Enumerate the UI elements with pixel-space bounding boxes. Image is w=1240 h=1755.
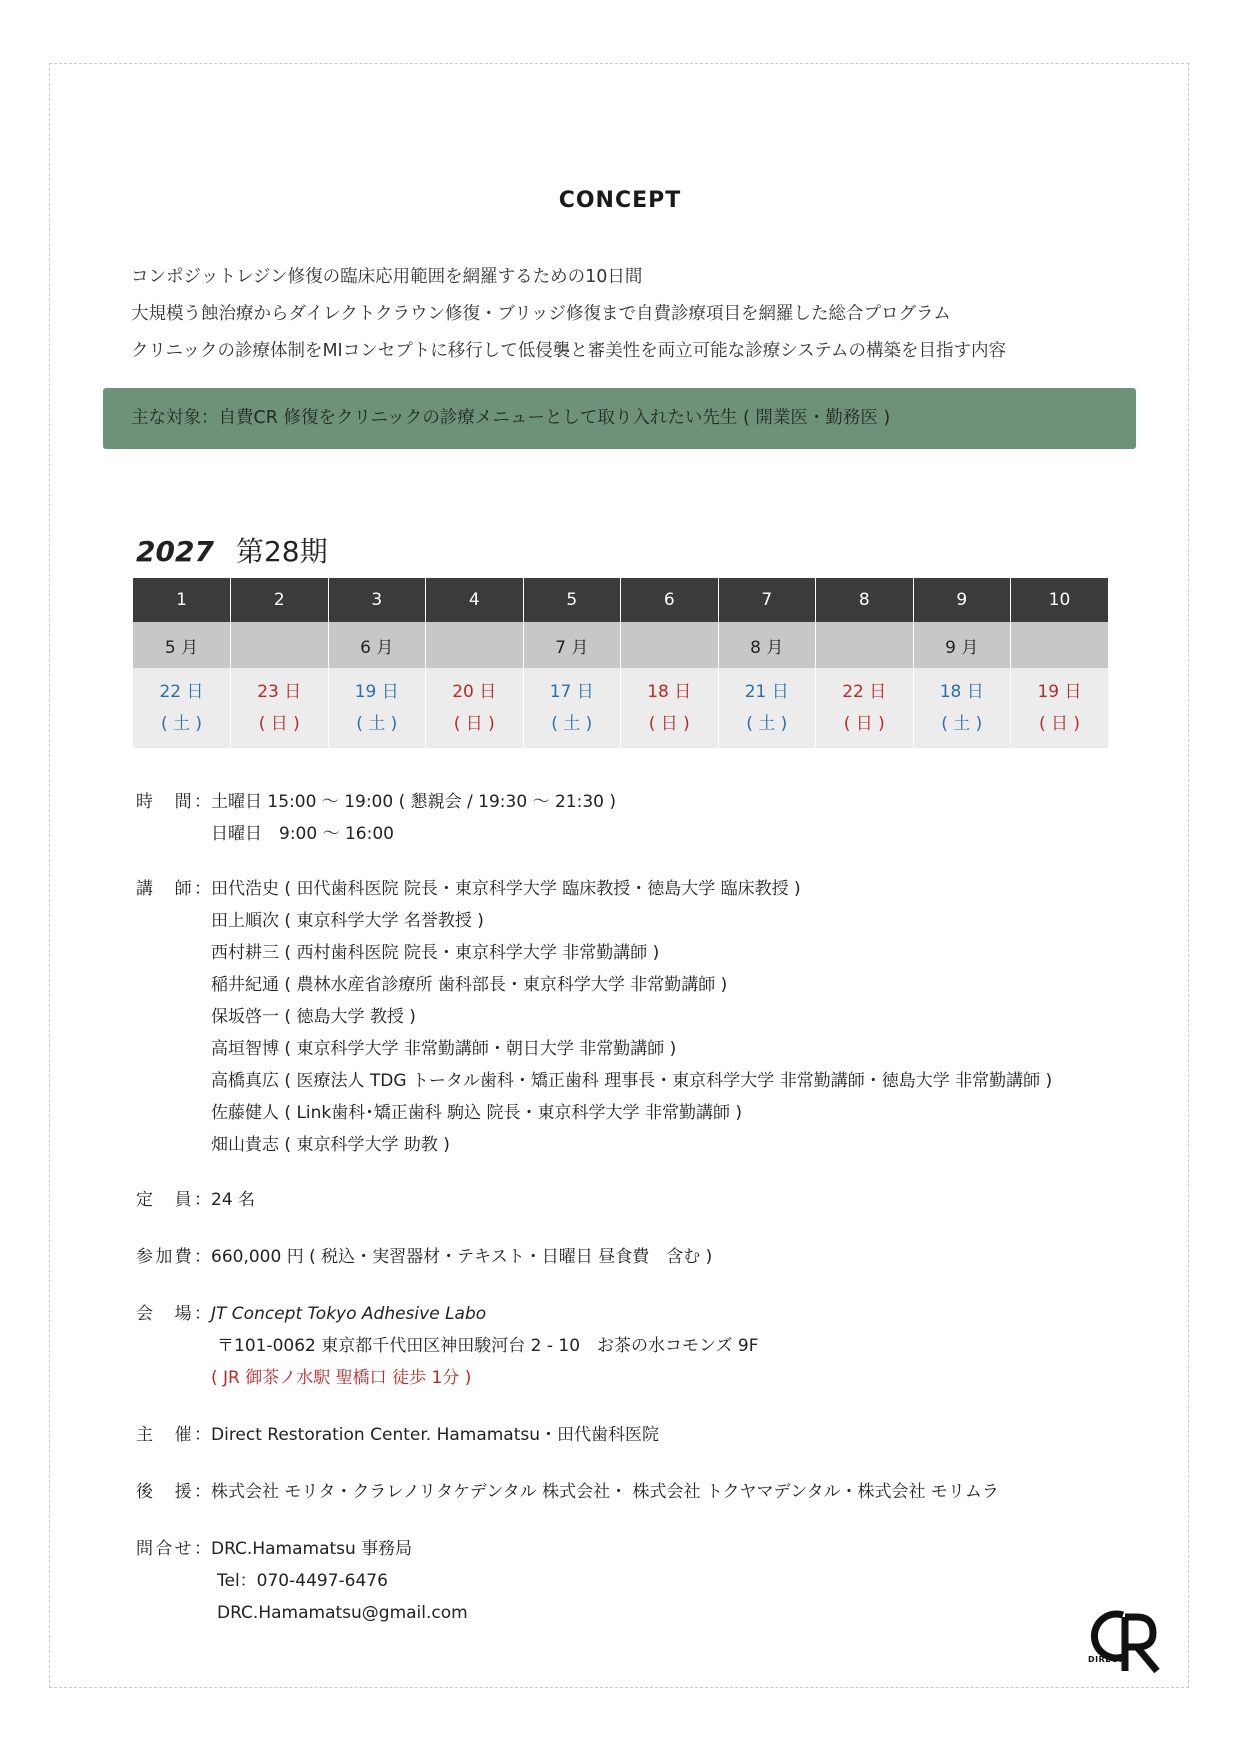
- session-date: 18 日: [647, 682, 692, 702]
- organizer-label: 主 催：: [136, 1425, 211, 1445]
- session-weekday: ( 土 ): [551, 714, 593, 734]
- session-day: [913, 668, 1011, 748]
- intro-text: [131, 264, 1006, 375]
- schedule-number-row: [133, 578, 1108, 622]
- lecturer-line: 畑山貴志 ( 東京科学大学 助教 ): [211, 1135, 450, 1155]
- session-weekday: ( 日 ): [843, 714, 885, 734]
- session-day: [426, 668, 524, 748]
- session-month: 7 月: [523, 622, 621, 668]
- lecturer-line: 高橋真広 ( 医療法人 TDG トータル歯科・矯正歯科 理事長・東京科学大学 非常勤講師・徳島大学 非常勤講師 ): [211, 1071, 1053, 1091]
- session-number: 10: [1011, 578, 1109, 622]
- session-date: 19 日: [354, 682, 399, 702]
- logo-text: DIRECT: [1088, 1655, 1124, 1664]
- session-month: [621, 622, 719, 668]
- session-weekday: ( 日 ): [1038, 714, 1081, 734]
- lecturer-line: 田上順次 ( 東京科学大学 名誉教授 ): [211, 911, 484, 931]
- session-day: [523, 668, 621, 748]
- logo-r-shape: [1125, 1617, 1157, 1671]
- capacity-label: 定 員：: [136, 1190, 211, 1210]
- lecturers-label: 講 師：: [136, 879, 211, 899]
- session-number: 1: [133, 578, 231, 622]
- session-date: 17 日: [549, 682, 594, 702]
- session-number: 5: [523, 578, 621, 622]
- session-number: 8: [816, 578, 914, 622]
- session-month: [1011, 622, 1109, 668]
- session-month: 8 月: [718, 622, 816, 668]
- venue-name: JT Concept Tokyo Adhesive Labo: [211, 1304, 487, 1324]
- term-heading: [136, 530, 328, 570]
- session-number: 2: [231, 578, 329, 622]
- logo-c-shape: [1094, 1614, 1123, 1658]
- venue-label: 会 場：: [136, 1304, 211, 1324]
- schedule-table: [133, 578, 1108, 748]
- fee-section: [136, 1241, 1052, 1273]
- session-month: [231, 622, 329, 668]
- session-number: 6: [621, 578, 719, 622]
- schedule-day-row: [133, 668, 1108, 748]
- sponsor-section: [136, 1476, 1052, 1508]
- intro-line: コンポジットレジン修復の臨床応用範囲を網羅するための10日間: [131, 267, 643, 287]
- session-date: 19 日: [1037, 682, 1082, 702]
- capacity-value: 24 名: [211, 1190, 256, 1210]
- session-date: 20 日: [452, 682, 497, 702]
- capacity-section: [136, 1184, 1052, 1216]
- session-weekday: ( 日 ): [258, 714, 300, 734]
- session-weekday: ( 日 ): [648, 714, 690, 734]
- session-weekday: ( 土 ): [941, 714, 983, 734]
- fee-label: 参加費：: [136, 1247, 211, 1267]
- course-details: [136, 786, 1052, 1629]
- term-session: 第28期: [235, 535, 328, 568]
- session-day: [621, 668, 719, 748]
- session-month: [816, 622, 914, 668]
- organizer-value: Direct Restoration Center. Hamamatsu・田代歯科医院: [211, 1425, 660, 1445]
- session-month: 9 月: [913, 622, 1011, 668]
- session-date: 21 日: [744, 682, 789, 702]
- session-date: 18 日: [939, 682, 984, 702]
- session-day: [1011, 668, 1109, 748]
- contact-section: [136, 1533, 1052, 1629]
- sponsor-label: 後 援：: [136, 1482, 211, 1502]
- session-number: 9: [913, 578, 1011, 622]
- lecturer-line: 保坂啓一 ( 徳島大学 教授 ): [211, 1007, 416, 1027]
- venue-section: [136, 1298, 1052, 1394]
- venue-address: 〒101-0062 東京都千代田区神田駿河台 2 - 10 お茶の水コモンズ 9F: [217, 1336, 759, 1356]
- session-month: 5 月: [133, 622, 231, 668]
- session-day: [231, 668, 329, 748]
- session-day: [718, 668, 816, 748]
- lecturer-line: 高垣智博 ( 東京科学大学 非常勤講師・朝日大学 非常勤講師 ): [211, 1039, 677, 1059]
- session-day: [816, 668, 914, 748]
- session-number: 7: [718, 578, 816, 622]
- session-weekday: ( 土 ): [160, 714, 203, 734]
- session-weekday: ( 土 ): [746, 714, 788, 734]
- schedule-month-row: [133, 622, 1108, 668]
- fee-value: 660,000 円 ( 税込・実習器材・テキスト・日曜日 昼食費 含む ): [211, 1247, 713, 1267]
- session-weekday: ( 土 ): [356, 714, 398, 734]
- page-title: CONCEPT: [558, 188, 682, 213]
- session-date: 22 日: [159, 682, 204, 702]
- sponsor-value: 株式会社 モリタ・クラレノリタケデンタル 株式会社・ 株式会社 トクヤマデンタル・株式会社 モリムラ: [211, 1482, 999, 1502]
- contact-phone[interactable]: Tel：070-4497-6476: [217, 1571, 388, 1591]
- time-section: [136, 786, 1052, 850]
- session-day: [328, 668, 426, 748]
- term-year: 2027: [136, 535, 214, 568]
- venue-access: ( JR 御茶ノ水駅 聖橋口 徒歩 1分 ): [211, 1368, 472, 1388]
- organizer-section: [136, 1419, 1052, 1451]
- session-month: [426, 622, 524, 668]
- session-month: 6 月: [328, 622, 426, 668]
- session-date: 23 日: [257, 682, 302, 702]
- contact-email[interactable]: DRC.Hamamatsu@gmail.com: [217, 1603, 468, 1623]
- session-day: [133, 668, 231, 748]
- session-date: 22 日: [842, 682, 887, 702]
- lecturer-line: 田代浩史 ( 田代歯科医院 院長・東京科学大学 臨床教授・徳島大学 臨床教授 ): [211, 879, 801, 899]
- intro-line: 大規模う蝕治療からダイレクトクラウン修復・ブリッジ修復まで自費診療項目を網羅した総合プログラム: [131, 304, 951, 324]
- time-label: 時 間：: [136, 792, 211, 812]
- contact-label: 問合せ：: [136, 1539, 211, 1559]
- session-number: 3: [328, 578, 426, 622]
- lecturer-line: 稲井紀通 ( 農林水産省診療所 歯科部長・東京科学大学 非常勤講師 ): [211, 975, 728, 995]
- target-audience-banner: 主な対象：自費CR 修復をクリニックの診療メニューとして取り入れたい先生 ( 開業医・勤務医 ): [103, 388, 1136, 449]
- lecturer-line: 佐藤健人 ( Link歯科･矯正歯科 駒込 院長・東京科学大学 非常勤講師 ): [211, 1103, 742, 1123]
- time-line: 日曜日 9:00 〜 16:00: [211, 824, 394, 844]
- lecturer-line: 西村耕三 ( 西村歯科医院 院長・東京科学大学 非常勤講師 ): [211, 943, 660, 963]
- contact-office: DRC.Hamamatsu 事務局: [211, 1539, 413, 1559]
- time-line: 土曜日 15:00 〜 19:00 ( 懇親会 / 19:30 〜 21:30 ): [211, 792, 616, 812]
- lecturers-section: [136, 873, 1052, 1161]
- session-number: 4: [426, 578, 524, 622]
- session-weekday: ( 日 ): [453, 714, 495, 734]
- intro-line: クリニックの診療体制をMIコンセプトに移行して低侵襲と審美性を両立可能な診療システムの構築を目指す内容: [131, 341, 1006, 361]
